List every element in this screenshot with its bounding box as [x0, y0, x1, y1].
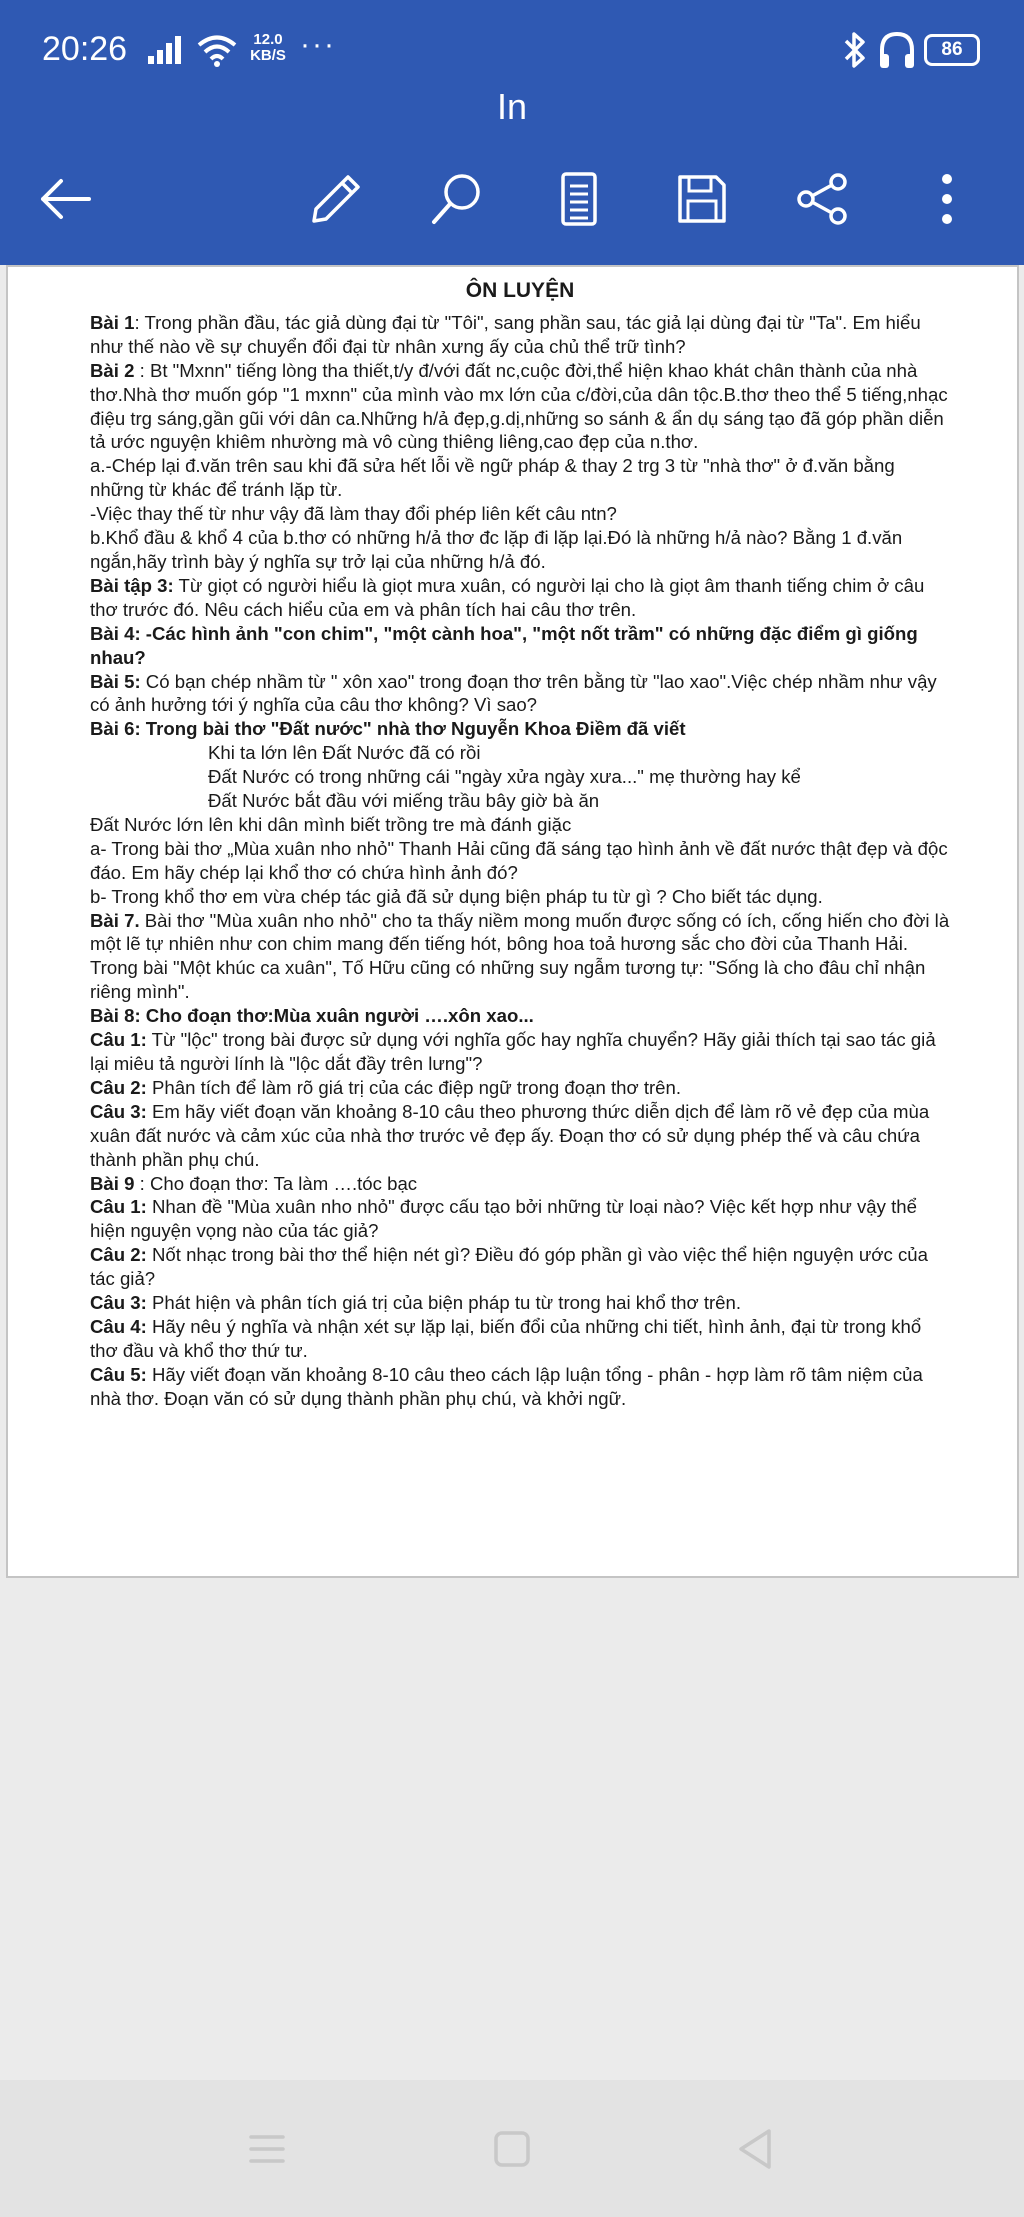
paragraph-text: Phân tích để làm rõ giá trị của các điệp ngữ trong đoạn thơ trên. [146, 1076, 682, 1098]
document-paragraph [90, 1100, 950, 1172]
document-icon [557, 170, 601, 228]
paragraph-text: -Việc thay thế từ như vậy đã làm thay đổi phép liên kết câu ntn? [90, 503, 617, 525]
paragraph-text: a- Trong bài thơ „Mùa xuân nho nhỏ" Thanh Hải cũng đã sáng tạo hình ảnh về đất nước thật đẹp và độc đáo. Em hãy chép lại khổ thơ có chứa hình ảnh đó? [90, 837, 948, 883]
document-paragraph [90, 1195, 950, 1243]
paragraph-label: Câu 1: [90, 1196, 147, 1218]
document-blocks [90, 311, 950, 741]
document-paragraph [90, 359, 950, 455]
document-title: ÔN LUYỆN [465, 279, 575, 302]
paragraph-label: Bài 6: Trong bài thơ "Đất nước" nhà thơ Nguyễn Khoa Điềm đã viết [90, 718, 686, 740]
paragraph-label: Bài 1 [90, 311, 135, 333]
back-button[interactable] [32, 166, 98, 232]
back-nav-button[interactable] [720, 2114, 790, 2184]
document-paragraph [90, 885, 950, 909]
paragraph-label: Câu 5: [90, 1363, 147, 1385]
paragraph-text: b.Khổ đầu & khổ 4 của b.thơ có những h/ả thơ đc lặp đi lặp lại.Đó là những h/ả nào? Bằng 1 đ.văn ngắn,hãy trình bày ý nghĩa sự trở lại của những h/ả đó. [90, 527, 903, 572]
app-title: In [496, 86, 528, 127]
save-button[interactable] [669, 166, 735, 232]
paragraph-label: Câu 2: [90, 1244, 147, 1266]
pencil-icon [308, 171, 364, 227]
paragraph-text: Từ "lộc" trong bài được sử dụng với nghĩa gốc hay nghĩa chuyển? Hãy giải thích tại sao tác giả lại miêu tả người lính là "lộc dắt đầy trên lưng"? [90, 1029, 936, 1074]
paragraph-text: a.-Chép lại đ.văn trên sau khi đã sửa hết lỗi về ngữ pháp & thay 2 trg 3 từ "nhà thơ" ở đ.văn bằng những từ khác để tránh lặp từ. [90, 455, 895, 501]
recents-button[interactable] [232, 2114, 302, 2184]
document-paragraph [90, 909, 950, 1005]
home-button[interactable] [477, 2114, 547, 2184]
search-icon [428, 170, 486, 228]
paragraph-label: Câu 4: [90, 1315, 147, 1337]
edit-button[interactable] [303, 166, 369, 232]
document-paragraph [90, 1028, 950, 1076]
network-speed-unit: KB/S [250, 47, 286, 64]
triangle-back-icon [735, 2127, 775, 2171]
paragraph-text: Nốt nhạc trong bài thơ thể hiện nét gì? Điều đó góp phần gì vào việc thể hiện nguyện ước của tác giả? [90, 1244, 928, 1290]
paragraph-label: Bài tập 3: [90, 574, 174, 596]
battery-indicator: 86 [924, 34, 980, 66]
document-paragraph [90, 1315, 950, 1363]
paragraph-label: Bài 2 [90, 359, 135, 381]
home-square-icon [492, 2129, 532, 2169]
more-options-button[interactable] [914, 166, 980, 232]
document-paragraph [90, 454, 950, 502]
search-button[interactable] [424, 166, 490, 232]
wifi-icon [196, 32, 238, 73]
paragraph-label: Bài 5: [90, 670, 141, 692]
headphones-icon [878, 30, 916, 75]
poem-line: Đất Nước bắt đầu với miếng trầu bây giờ bà ăn [208, 790, 600, 812]
share-button[interactable] [790, 166, 856, 232]
paragraph-text: Nhan đề "Mùa xuân nho nhỏ" được cấu tạo bởi những từ loại nào? Việc kết hợp như vậy thể hiện nguyện vọng nào của tác giả? [90, 1196, 917, 1242]
network-speed-value: 12.0 [253, 31, 283, 48]
document-paragraph [90, 1363, 950, 1411]
status-time: 20:26 [42, 30, 128, 68]
document-page[interactable] [6, 265, 1019, 1578]
paragraph-text: Em hãy viết đoạn văn khoảng 8-10 câu theo phương thức diễn dịch để làm rõ vẻ đẹp của mùa xuân đất nước và cảm xúc của nhà thơ trước vẻ đẹp ấy. Đoạn thơ có sử dụng phép thế và câu chứa thành phần phụ chú. [90, 1100, 930, 1170]
paragraph-text: b- Trong khổ thơ em vừa chép tác giả đã sử dụng biện pháp tu từ gì ? Cho biết tác dụng. [90, 885, 823, 907]
status-bar [0, 0, 1024, 100]
paragraph-text: Bài thơ "Mùa xuân nho nhỏ" cho ta thấy niềm mong muốn được sống có ích, cống hiến cho đời là một lẽ tự nhiên như con chim mang đến tiếng hót, bông hoa toả hương sắc cho đời của Thanh Hải. Trong bài "Một khúc ca xuân", Tố Hữu cũng có những suy ngẫm tương tự: "Sống là cho đâu chỉ nhận riêng mình". [90, 909, 950, 1003]
paragraph-text: Đất Nước lớn lên khi dân mình biết trồng tre mà đánh giặc [90, 813, 572, 835]
paragraph-label: Câu 1: [90, 1029, 147, 1051]
paragraph-text: : Cho đoạn thơ: Ta làm ….tóc bạc [134, 1172, 418, 1194]
paragraph-label: Câu 3: [90, 1100, 147, 1122]
paragraph-label: Bài 7. [90, 909, 140, 931]
arrow-left-icon [37, 177, 93, 221]
document-paragraph [90, 1076, 950, 1100]
paragraph-text: : Trong phần đầu, tác giả dùng đại từ "Tôi", sang phần sau, tác giả lại dùng đại từ "Ta". Em hiểu như thế nào về sự chuyển đổi đại từ nhân xưng ấy của chủ thể trữ tình? [90, 311, 921, 357]
paragraph-text: Phát hiện và phân tích giá trị của biện pháp tu từ trong hai khổ thơ trên. [146, 1292, 742, 1314]
poem-excerpt [90, 741, 950, 813]
paragraph-label: Câu 3: [90, 1292, 147, 1314]
document-paragraph [90, 502, 950, 526]
document-paragraph [90, 526, 950, 574]
document-paragraph [90, 574, 950, 622]
paragraph-label: Bài 8: Cho đoạn thơ:Mùa xuân người ….xôn xao... [90, 1005, 534, 1027]
bluetooth-icon [842, 30, 868, 75]
save-icon [674, 171, 730, 227]
document-paragraph [90, 837, 950, 885]
document-paragraph [90, 717, 950, 741]
paragraph-label: Bài 9 [90, 1172, 135, 1194]
paragraph-text: Có bạn chép nhầm từ " xôn xao" trong đoạn thơ trên bằng từ "lao xao".Việc chép nhầm như vậy có ảnh hưởng tới ý nghĩa của câu thơ không? Vì sao? [90, 670, 937, 716]
cell-signal-icon [148, 34, 188, 71]
document-paragraph [90, 1172, 950, 1196]
network-speed [246, 32, 290, 64]
paragraph-text: Từ giọt có người hiểu là giọt mưa xuân, có người lại cho là giọt âm thanh tiếng chim ở câu thơ trước đó. Nêu cách hiểu của em và phân tích hai câu thơ trên. [90, 574, 925, 620]
more-vert-icon [937, 171, 957, 227]
poem-line: Khi ta lớn lên Đất Nước đã có rồi [208, 742, 481, 764]
paragraph-label: Bài 4: -Các hình ảnh "con chim", "một cành hoa", "một nốt trầm" có những đặc điểm gì giống nhau? [90, 622, 918, 668]
reading-mode-button[interactable] [546, 166, 612, 232]
paragraph-text: Hãy viết đoạn văn khoảng 8-10 câu theo cách lập luận tổng - phân - hợp làm rõ tâm niệm của nhà thơ. Đoạn văn có sử dụng thành phần phụ chú, và khởi ngữ. [90, 1363, 923, 1409]
document-paragraph [90, 670, 950, 718]
document-body [90, 279, 950, 1411]
top-app-bar [0, 0, 1024, 265]
document-paragraph [90, 622, 950, 670]
more-status-icon: ··· [300, 28, 336, 61]
system-navigation-bar [0, 2080, 1024, 2217]
share-icon [794, 170, 852, 228]
poem-line: Đất Nước có trong những cái "ngày xửa ngày xưa..." mẹ thường hay kể [208, 766, 801, 788]
menu-icon [247, 2131, 287, 2167]
paragraph-label: Câu 2: [90, 1076, 147, 1098]
paragraph-text: Hãy nêu ý nghĩa và nhận xét sự lặp lại, biến đổi của những chi tiết, hình ảnh, đại từ trong khổ thơ đầu và khổ thơ thứ tư. [90, 1315, 922, 1361]
document-paragraph [90, 813, 950, 837]
document-paragraph [90, 1243, 950, 1291]
document-blocks-continued [90, 813, 950, 1411]
paragraph-text: : Bt "Mxnn" tiếng lòng tha thiết,t/y đ/với đất nc,cuộc đời,thể hiện khao khát chân thành của nhà thơ.Nhà thơ muốn góp "1 mxnn" của mình vào mx lớn của c/đời,của dân tộc.B.thơ theo thể 5 tiếng,nhạc điệu trg sáng,gần gũi với dân ca.Những h/ả đẹp,g.dị,những so sánh & ẩn dụ sáng tạo đã góp phần diễn tả ước nguyện khiêm nhường mà vô cùng thiêng liêng,cao đẹp của n.thơ. [90, 359, 948, 453]
document-paragraph [90, 1291, 950, 1315]
document-paragraph [90, 1004, 950, 1028]
document-paragraph [90, 311, 950, 359]
